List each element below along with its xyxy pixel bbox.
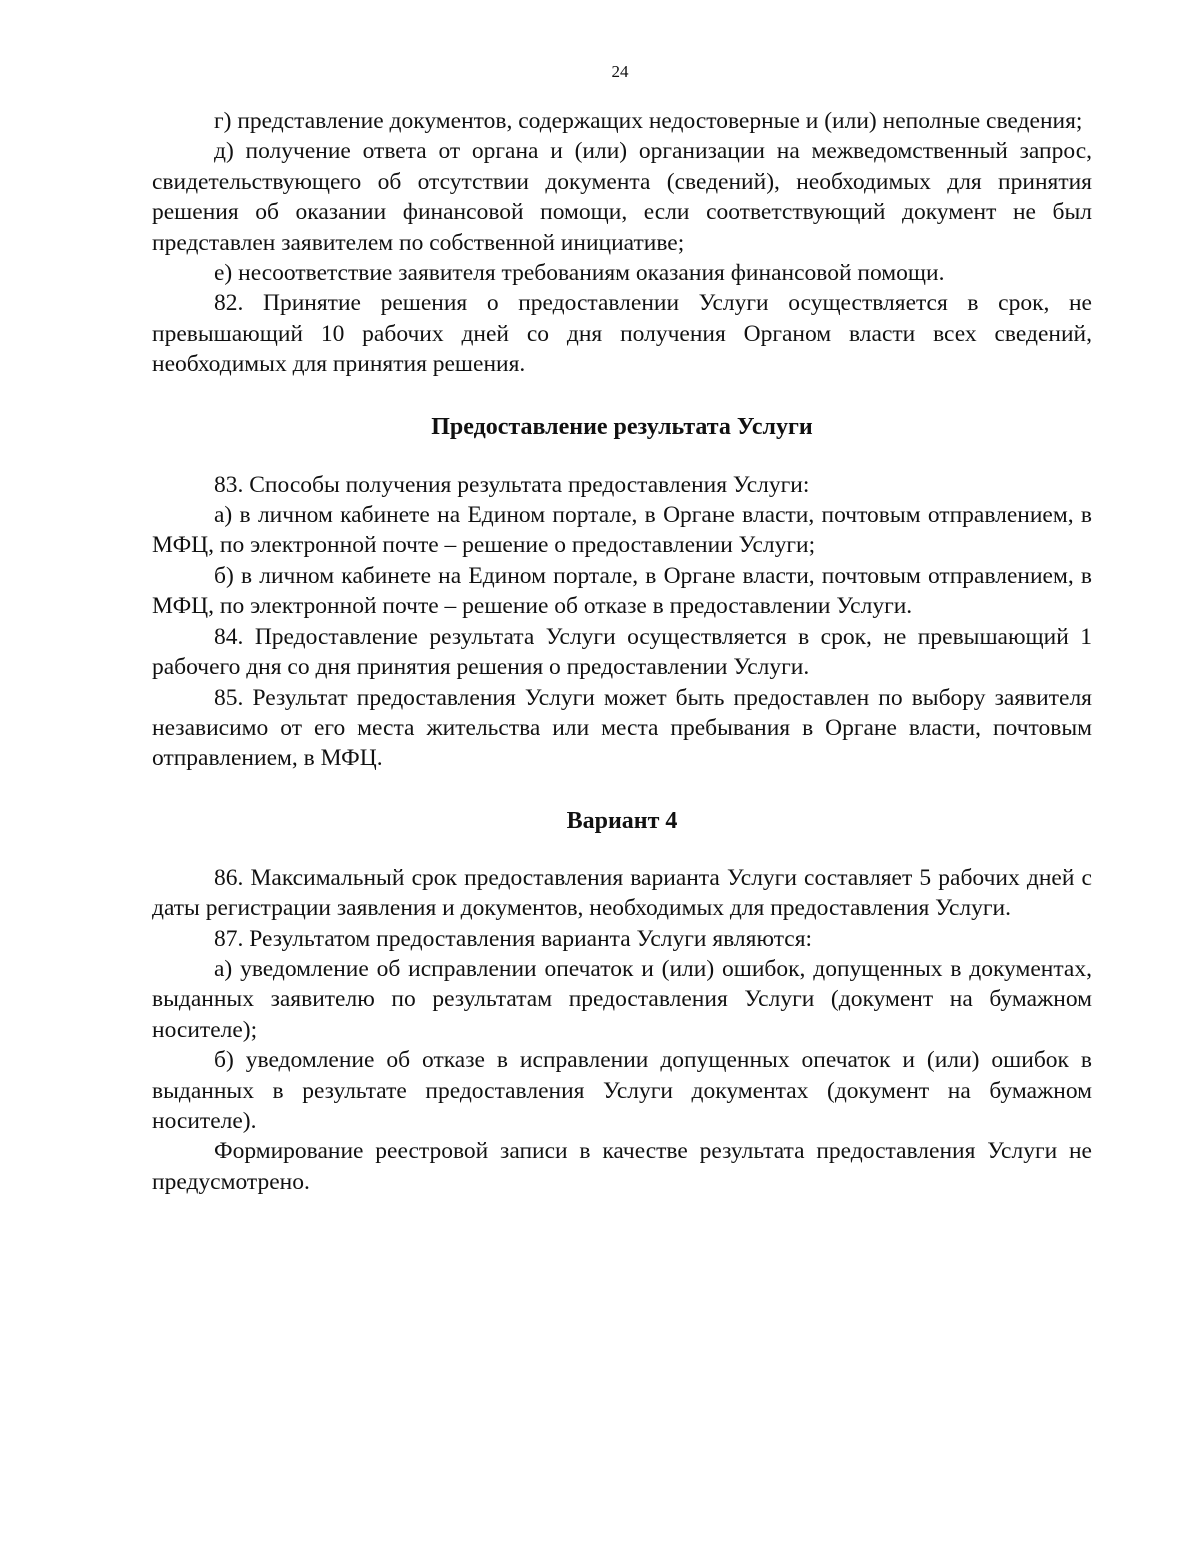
paragraph-registry-record: Формирование реестровой записи в качестве результата предоставления Услуги не предусмотрено. <box>152 1138 1092 1195</box>
spacer <box>152 774 1092 806</box>
paragraph-82: 82. Принятие решения о предоставлении Услуги осуществляется в срок, не превышающий 10 рабочих дней со дня получения Органом власти всех сведений, необходимых для принятия решения. <box>152 290 1092 378</box>
paragraph-83-a: а) в личном кабинете на Едином портале, в Органе власти, почтовым отправлением, в МФЦ, по электронной почте – решение о предоставлении Услуги; <box>152 502 1092 559</box>
paragraph-83-b: б) в личном кабинете на Едином портале, в Органе власти, почтовым отправлением, в МФЦ, по электронной почте – решение об отказе в предоставлении Услуги. <box>152 562 1092 620</box>
section-heading-result: Предоставление результата Услуги <box>431 413 813 440</box>
spacer <box>152 442 1092 470</box>
section-heading-variant-4: Вариант 4 <box>566 807 678 834</box>
paragraph-87: 87. Результатом предоставления варианта Услуги являются: <box>214 925 813 952</box>
paragraph-e: е) несоответствие заявителя требованиям оказания финансовой помощи. <box>214 260 945 287</box>
page-number: 24 <box>611 62 629 81</box>
spacer <box>152 836 1092 863</box>
paragraph-85: 85. Результат предоставления Услуги может быть предоставлен по выбору заявителя независимо от его места жительства или места пребывания в Органе власти, почтовым отправлением, в МФЦ. <box>152 684 1092 772</box>
paragraph-g: г) представление документов, содержащих недостоверные и (или) неполные сведения; <box>214 108 1083 134</box>
document-body <box>152 106 1092 1197</box>
paragraph-87-a: а) уведомление об исправлении опечаток и (или) ошибок, допущенных в документах, выданных заявителю по результатам предоставления Услуги (документ на бумажном носителе); <box>152 955 1092 1043</box>
paragraph-84: 84. Предоставление результата Услуги осуществляется в срок, не превышающий 1 рабочего дня со дня принятия решения о предоставлении Услуги. <box>152 623 1092 681</box>
spacer <box>152 380 1092 412</box>
paragraph-d: д) получение ответа от органа и (или) организации на межведомственный запрос, свидетельствующего об отсутствии документа (сведений), необходимых для принятия решения об оказании финансовой помощи, если соответствующий документ не был представлен заявителем по собственной инициативе; <box>152 138 1092 256</box>
paragraph-87-b: б) уведомление об отказе в исправлении допущенных опечаток и (или) ошибок в выданных в результате предоставления Услуги документах (документ на бумажном носителе). <box>152 1047 1092 1134</box>
paragraph-86: 86. Максимальный срок предоставления варианта Услуги составляет 5 рабочих дней с даты регистрации заявления и документов, необходимых для предоставления Услуги. <box>152 864 1092 922</box>
paragraph-83: 83. Способы получения результата предоставления Услуги: <box>214 471 810 498</box>
